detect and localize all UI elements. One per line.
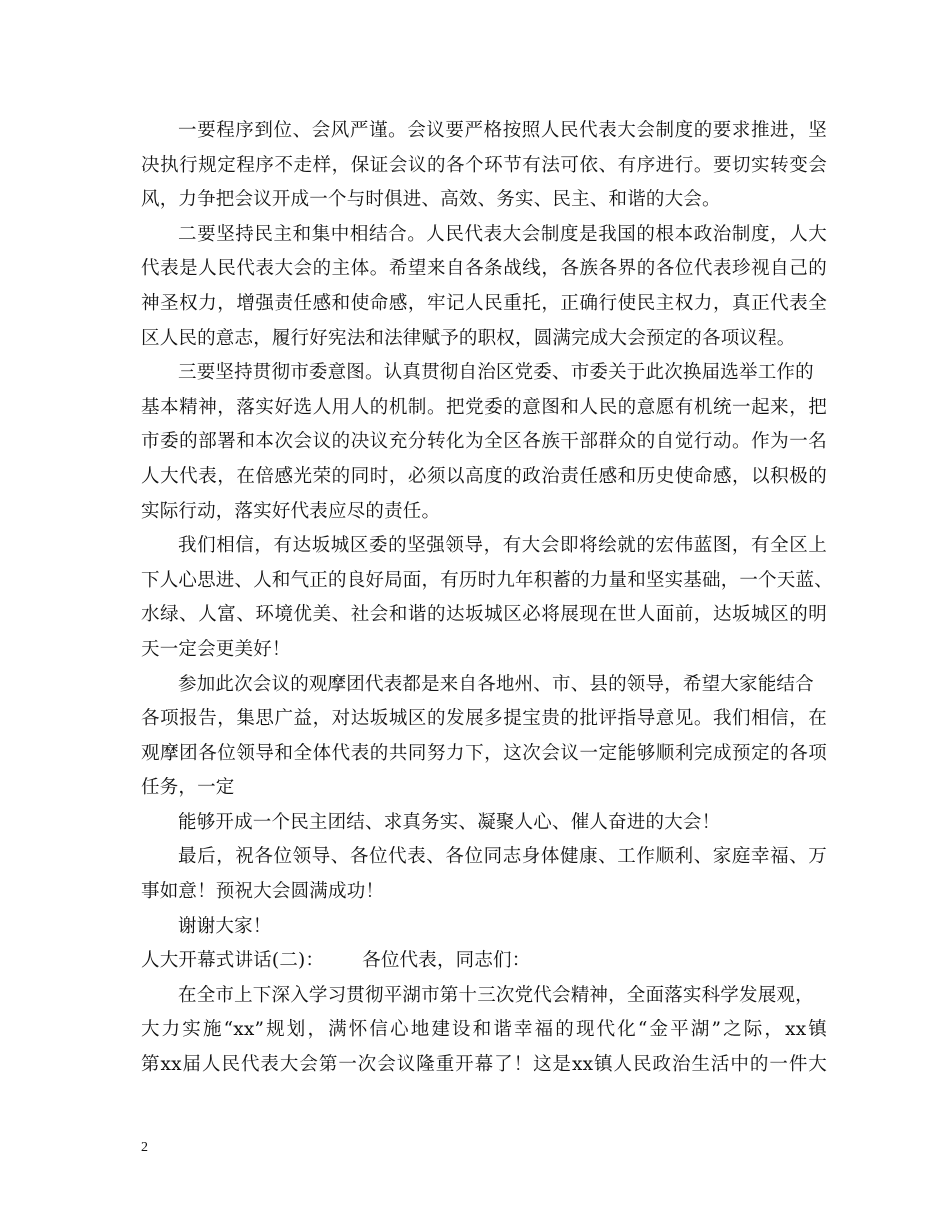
text-line: 大力实施“xx”规划，满怀信心地建设和谐幸福的现代化“金平湖”之际，xx镇 [141, 1019, 827, 1041]
text-line: 基本精神，落实好选人用人的机制。把党委的意图和人民的意愿有机统一起来，把 [141, 396, 827, 418]
text-line: 一要程序到位、会风严谨。会议要严格按照人民代表大会制度的要求推进，坚 [178, 120, 827, 141]
text-line: 观摩团各位领导和全体代表的共同努力下，这次会议一定能够顺利完成预定的各项 [141, 742, 827, 764]
text-line: 三要坚持贯彻市委意图。认真贯彻自治区党委、市委关于此次换届选举工作的 [178, 362, 814, 384]
text-line: 第xx届人民代表大会第一次会议隆重开幕了！这是xx镇人民政治生活中的一件大 [141, 1054, 827, 1076]
text-line: 参加此次会议的观摩团代表都是来自各地州、市、县的领导，希望大家能结合 [178, 673, 814, 695]
text-line: 能够开成一个民主团结、求真务实、凝聚人心、催人奋进的大会！ [178, 811, 721, 833]
text-line: 市委的部署和本次会议的决议充分转化为全区各族干部群众的自觉行动。作为一名 [141, 431, 827, 453]
text-line: 实际行动，落实好代表应尽的责任。 [141, 500, 441, 522]
text-line: 人大代表，在倍感光荣的同时，必须以高度的政治责任感和历史使命感，以积极的 [141, 465, 827, 487]
section-title: 人大开幕式讲话(二)： [141, 950, 325, 972]
text-line: 水绿、人富、环境优美、社会和谐的达坂城区必将展现在世人面前，达坂城区的明 [141, 604, 827, 626]
page-number: 2 [141, 1140, 148, 1155]
section-heading-line [141, 944, 827, 979]
text-line: 我们相信，有达坂城区委的坚强领导，有大会即将绘就的宏伟蓝图，有全区上 [178, 535, 827, 557]
text-line: 决执行规定程序不走样，保证会议的各个环节有法可依、有序进行。要切实转变会 [141, 154, 827, 176]
document-body [141, 114, 833, 1083]
text-line: 区人民的意志，履行好宪法和法律赋予的职权，圆满完成大会预定的各项议程。 [141, 327, 796, 349]
text-line: 任务，一定 [141, 777, 235, 799]
text-line: 下人心思进、人和气正的良好局面，有历时九年积蓄的力量和坚实基础，一个天蓝、 [141, 569, 833, 591]
text-line: 事如意！预祝大会圆满成功！ [141, 881, 385, 903]
text-line: 神圣权力，增强责任感和使命感，牢记人民重托，正确行使民主权力，真正代表全 [141, 292, 827, 314]
text-line: 谢谢大家！ [178, 915, 272, 937]
salutation: 各位代表，同志们： [362, 950, 531, 972]
text-line: 各项报告，集思广益，对达坂城区的发展多提宝贵的批评指导意见。我们相信，在 [141, 708, 827, 730]
text-line: 风，力争把会议开成一个与时俱进、高效、务实、民主、和谐的大会。 [141, 189, 721, 211]
text-line: 二要坚持民主和集中相结合。人民代表大会制度是我国的根本政治制度，人大 [178, 223, 827, 245]
text-line: 代表是人民代表大会的主体。希望来自各条战线，各族各界的各位代表珍视自己的 [141, 258, 827, 280]
text-line: 最后，祝各位领导、各位代表、各位同志身体健康、工作顺利、家庭幸福、万 [178, 846, 827, 868]
text-line: 天一定会更美好！ [141, 638, 291, 660]
text-line: 在全市上下深入学习贯彻平湖市第十三次党代会精神，全面落实科学发展观， [178, 984, 814, 1006]
